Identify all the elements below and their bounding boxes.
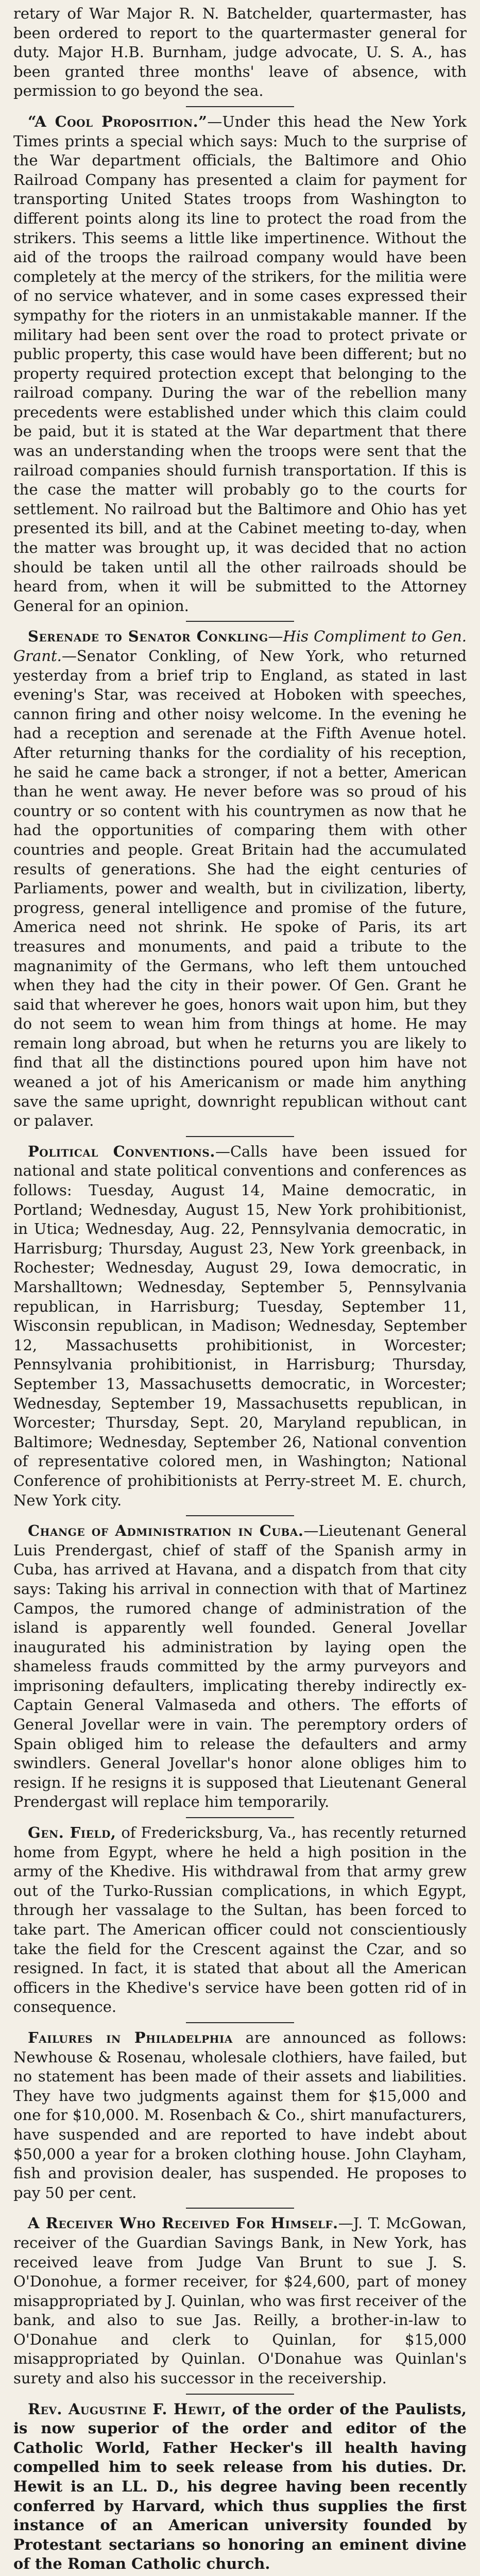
article-political-conventions	[13, 1142, 467, 1510]
article-receiver	[13, 2214, 467, 2388]
article-philadelphia-failures	[13, 2028, 467, 2202]
article-gen-field	[13, 1823, 467, 2017]
article-body: —J. T. McGowan, receiver of the Guardian Savings Bank, in New York, has received leave from Judge Van Brunt to sue J. S. O'Donohue, a former receiver, for $24,600, part of money misappropriated by J. Quinlan, who was first receiver of the bank, and also to sue Jas. Reilly, a brother-in-law to O'Donahue and clerk to Quinlan, for $15,000 misappropriated by Quinlan. O'Donahue was Quinlan's surety and also his successor in the receivership.	[13, 2214, 467, 2387]
column-rule	[186, 1136, 294, 1137]
article-body: —Calls have been issued for national and state political conventions and conferences as follows: Tuesday, August 14, Maine democratic, in Portland; Wednesday, August 15, New York prohibitionist, in Utica; Wednesday, Aug. 22, Pennsylvania democratic, in Harrisburg; Thursday, August 23, New York greenback, in Rochester; Wednesday, August 29, Iowa democratic, in Marshalltown; Wednesday, September 5, Pennsylvania republican, in Harrisburg; Tuesday, September 11, Wisconsin republican, in Madison; Wednesday, September 12, Massachusetts prohibitionist, in Worcester; Pennsylvania prohibitionist, in Harrisburg; Thursday, September 13, Massachusetts democratic, in Worcester; Wednesday, September 19, Massachusetts republican, in Worcester; Thursday, Sept. 20, Maryland republican, in Baltimore; Wednesday, September 26, National convention of representative colored men, in Washington; National Conference of prohibitionists at Perry-street M. E. church, New York city.	[13, 1142, 467, 1509]
article-headline: Change of Administration in Cuba.	[28, 1522, 304, 1540]
article-headline: A Receiver Who Received For Himself.	[28, 2214, 338, 2232]
article-subheadline: —His Compliment to Gen. Grant.	[13, 628, 467, 665]
article-body: retary of War Major R. N. Batchelder, quartermaster, has been ordered to report to the quartermaster general for duty. Major H.B. Burnham, judge advocate, U. S. A., has been granted three months' leave of absence, with permission to go beyond the sea.	[13, 5, 467, 100]
article-body: —Under this head the New York Times prints a special which says: Much to the surprise of the War department officials, the Baltimore and Ohio Railroad Company has presented a claim for payment for transporting United States troops from Washington to different points along its line to protect the road from the strikers. This seems a little like impertinence. Without the aid of the troops the railroad company would have been completely at the mercy of the strikers, for the militia were of no service whatever, and in some cases expressed their sympathy for the rioters in an unmistakable manner. If the military had been sent over the road to protect private or public property, this case would have been different; but no property required protection except that belonging to the railroad company. During the war of the rebellion many precedents were established under which this claim could be paid, but it is stated at the War department that there was an understanding when the troops were sent that the railroad companies should furnish transportation. If this is the case the matter will probably go to the courts for settlement. No railroad but the Baltimore and Ohio has yet presented its bill, and at the Cabinet meeting to-day, when the matter was brought up, it was decided that no action should be taken until all the other railroads should be heard from, when it will be submitted to the Attorney General for an opinion.	[13, 112, 467, 615]
newspaper-column	[13, 4, 467, 2576]
column-rule	[186, 1515, 294, 1516]
article-serenade-conkling	[13, 627, 467, 1130]
article-body: of the order of the Paulists, is now superior of the order and editor of the Catholic World, Father Hecker's ill health having compelled him to seek release from his duties. Dr. Hewit is an LL. D., his degree having been recently conferred by Harvard, which thus supplies the first instance of an American university founded by Protestant sectarians so honoring an eminent divine of the Roman Catholic church.	[13, 2400, 467, 2573]
article-headline: Serenade to Senator Conkling	[28, 628, 268, 646]
column-rule	[186, 2394, 294, 2395]
column-rule	[186, 621, 294, 622]
article-headline: Political Conventions.	[28, 1142, 215, 1160]
article-headline: Gen. Field,	[28, 1824, 116, 1842]
article-headline: Rev. Augustine F. Hewit,	[28, 2400, 227, 2418]
article-headline: Failures in Philadelphia	[28, 2028, 233, 2046]
article-batchelder	[13, 4, 467, 101]
article-headline: “A Cool Proposition.”	[28, 112, 208, 130]
article-body: of Fredericksburg, Va., has recently returned home from Egypt, where he held a high position in the army of the Khedive. His withdrawal from that army grew out of the Turko-Russian complications, in which Egypt, through her vassalage to the Sultan, has been forced to take part. The American officer could not conscientiously take the field for the Crescent against the Czar, and so resigned. In fact, it is stated that about all the American officers in the Khedive's service have been gotten rid of in consequence.	[13, 1824, 467, 2016]
article-body: are announced as follows: Newhouse & Rosenau, wholesale clothiers, have failed, but no statement has been made of their assets and liabilities. They have two judgments against them for $15,000 and one for $10,000. M. Rosenbach & Co., shirt manufacturers, have suspended and are reported to have indebt about $50,000 a year for a broken clothing house. John Clayham, fish and provision dealer, has suspended. He proposes to pay 50 per cent.	[13, 2028, 467, 2201]
article-body: —Senator Conkling, of New York, who returned yesterday from a brief trip to England, as stated in last evening's Star, was received at Hoboken with speeches, cannon firing and other noisy welcome. In the evening he had a reception and serenade at the Fifth Avenue hotel. After returning thanks for the cordiality of his reception, he said he came back a stronger, if not a better, American than he went away. He never before was so proud of his country or so content with his countrymen as now that he had the opportunities of comparing them with other countries and people. Great Britain had the accumulated results of generations. She had the eight centuries of Parliaments, power and wealth, but in civilization, liberty, progress, general intelligence and promise of the future, America need not shrink. He spoke of Paris, its art treasures and monuments, and paid a tribute to the magnanimity of the Germans, who left them untouched when they had the city in their power. Of Gen. Grant he said that wherever he goes, honors wait upon him, but they do not seem to wean him from things at home. He may remain long abroad, but when he returns you are likely to find that all the distinctions poured upon him have not weaned a jot of his Americanism or made him anything save the same upright, downright republican without cant or palaver.	[13, 647, 467, 1130]
article-cuba-administration	[13, 1521, 467, 1812]
article-cool-proposition	[13, 112, 467, 616]
column-rule	[186, 106, 294, 107]
column-rule	[186, 2022, 294, 2023]
article-rev-hewit	[13, 2400, 467, 2574]
article-body: —Lieutenant General Luis Prendergast, chief of staff of the Spanish army in Cuba, has arrived at Havana, and a dispatch from that city says: Taking his arrival in connection with that of Martinez Campos, the rumored change of administration of the island is apparently well founded. General Jovellar inaugurated his administration by laying open the shameless frauds committed by the army purveyors and imprisoning defaulters, implicating thereby indirectly ex-Captain General Valmaseda and others. The efforts of General Jovellar were in vain. The peremptory orders of Spain obliged him to release the defaulters and army swindlers. General Jovellar's honor alone obliges him to resign. If he resigns it is supposed that Lieutenant General Prendergast will replace him temporarily.	[13, 1522, 467, 1811]
column-rule	[186, 2208, 294, 2209]
column-rule	[186, 1817, 294, 1818]
